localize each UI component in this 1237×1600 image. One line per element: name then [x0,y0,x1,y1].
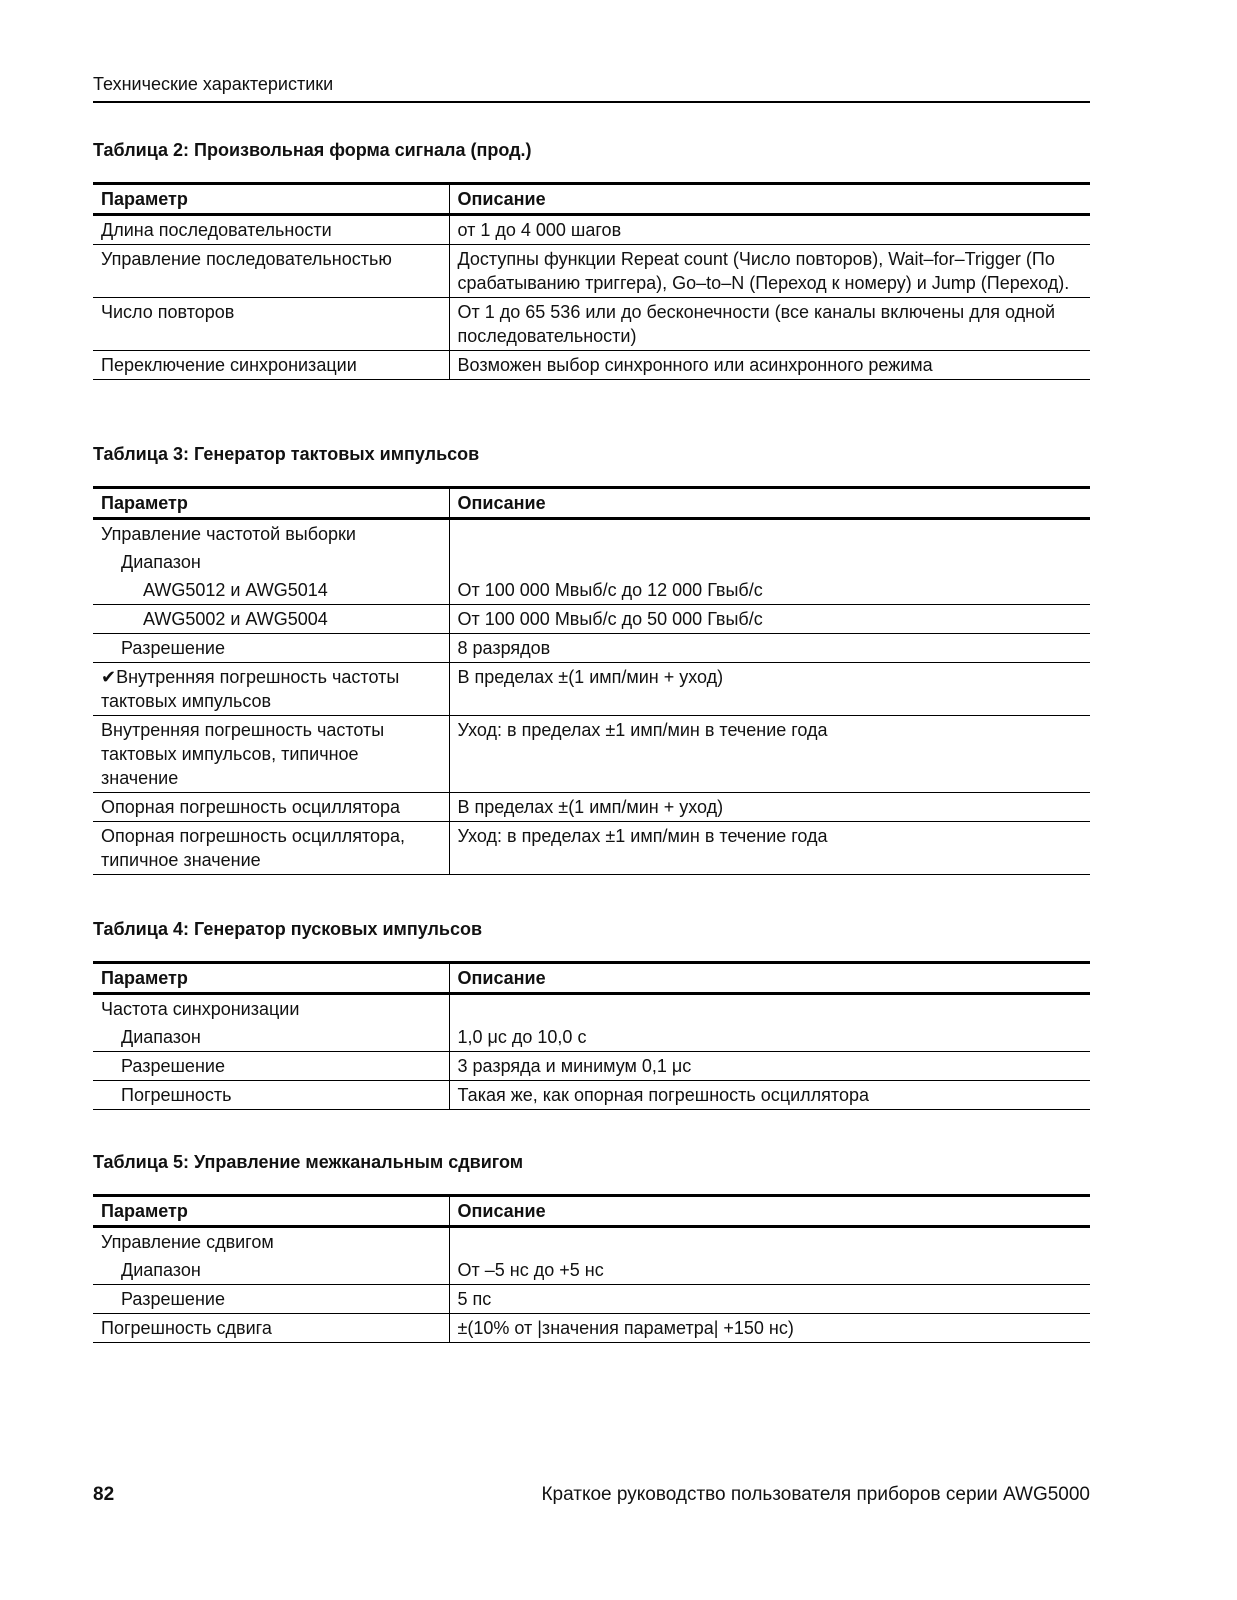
param-cell: Управление сдвигом [101,1232,274,1252]
page-content [93,138,1090,1343]
desc-cell: Уход: в пределах ±1 имп/мин в течение года [449,822,1090,875]
param-cell: ✔Внутренняя погрешность частоты тактовых импульсов [101,667,400,711]
table-header-row [93,184,1090,215]
param-cell: Управление частотой выборки [101,524,356,544]
table-row [93,634,1090,663]
table-row [93,716,1090,793]
param-cell: Внутренняя погрешность частоты тактовых импульсов, типичное значение [101,720,385,788]
desc-cell [449,994,1090,1024]
desc-cell: ±(10% от |значения параметра| +150 нс) [449,1314,1090,1343]
table-row [93,1256,1090,1285]
table-row [93,519,1090,549]
desc-cell: От 100 000 Мвыб/с до 50 000 Гвыб/с [449,605,1090,634]
param-cell: Число повторов [101,302,235,322]
table-row [93,215,1090,245]
param-cell: Разрешение [121,638,225,658]
table-row [93,994,1090,1024]
table-row [93,298,1090,351]
page-number: 82 [93,1484,115,1505]
spec-table-3 [93,486,1090,875]
table-row [93,1227,1090,1257]
table-row [93,1023,1090,1052]
desc-cell: от 1 до 4 000 шагов [449,215,1090,245]
table-caption: Таблица 3: Генератор тактовых импульсов [93,444,480,464]
spec-table-5 [93,1194,1090,1343]
desc-cell: Уход: в пределах ±1 имп/мин в течение года [449,716,1090,793]
table-caption: Таблица 2: Произвольная форма сигнала (прод.) [93,140,532,160]
desc-cell: 5 пс [449,1285,1090,1314]
desc-cell [449,1227,1090,1257]
column-header-param: Параметр [101,493,188,513]
desc-cell: От 100 000 Мвыб/с до 12 000 Гвыб/с [449,576,1090,605]
table-row [93,576,1090,605]
table-row [93,1052,1090,1081]
table-row [93,605,1090,634]
desc-cell: 1,0 μс до 10,0 с [449,1023,1090,1052]
desc-cell [449,548,1090,576]
table-row [93,663,1090,716]
column-header-param: Параметр [101,189,188,209]
page-footer [93,1484,1090,1506]
footer-title: Краткое руководство пользователя приборов серии AWG5000 [541,1484,1090,1505]
param-cell: AWG5002 и AWG5004 [143,609,328,629]
param-cell: Длина последовательности [101,220,332,240]
table-row [93,822,1090,875]
column-header-desc: Описание [449,963,1090,994]
table-row [93,1314,1090,1343]
param-cell: Переключение синхронизации [101,355,357,375]
column-header-desc: Описание [449,1196,1090,1227]
desc-cell: Доступны функции Repeat count (Число повторов), Wait–for–Trigger (По срабатыванию триггера), Go–to–N (Переход к номеру) и Jump (Переход). [449,245,1090,298]
desc-cell: 8 разрядов [449,634,1090,663]
table-header-row [93,488,1090,519]
table-row [93,1081,1090,1110]
desc-cell: От –5 нс до +5 нс [449,1256,1090,1285]
param-cell: Частота синхронизации [101,999,300,1019]
desc-cell: От 1 до 65 536 или до бесконечности (все каналы включены для одной последовательности) [449,298,1090,351]
param-cell: Диапазон [121,1027,201,1047]
column-header-desc: Описание [449,488,1090,519]
column-header-param: Параметр [101,968,188,988]
spec-table-4 [93,961,1090,1110]
page-header: Технические характеристики [93,74,1090,103]
table-row [93,351,1090,380]
table-row [93,1285,1090,1314]
table-header-row [93,1196,1090,1227]
table-caption: Таблица 4: Генератор пусковых импульсов [93,919,483,939]
desc-cell: Возможен выбор синхронного или асинхронного режима [449,351,1090,380]
desc-cell: В пределах ±(1 имп/мин + уход) [449,663,1090,716]
column-header-param: Параметр [101,1201,188,1221]
desc-cell [449,519,1090,549]
column-header-desc: Описание [449,184,1090,215]
table-row [93,548,1090,576]
param-cell: Погрешность [121,1085,232,1105]
param-cell: Опорная погрешность осциллятора, типичное значение [101,826,406,870]
param-cell: Диапазон [121,552,201,572]
spec-table-2 [93,182,1090,380]
desc-cell: Такая же, как опорная погрешность осциллятора [449,1081,1090,1110]
table-row [93,245,1090,298]
param-cell: Диапазон [121,1260,201,1280]
param-cell: Разрешение [121,1289,225,1309]
desc-cell: В пределах ±(1 имп/мин + уход) [449,793,1090,822]
desc-cell: 3 разряда и минимум 0,1 μс [449,1052,1090,1081]
table-caption: Таблица 5: Управление межканальным сдвигом [93,1152,524,1172]
table-row [93,793,1090,822]
param-cell: Управление последовательностью [101,249,392,269]
param-cell: Погрешность сдвига [101,1318,272,1338]
param-cell: Опорная погрешность осциллятора [101,797,401,817]
param-cell: AWG5012 и AWG5014 [143,580,328,600]
table-header-row [93,963,1090,994]
param-cell: Разрешение [121,1056,225,1076]
